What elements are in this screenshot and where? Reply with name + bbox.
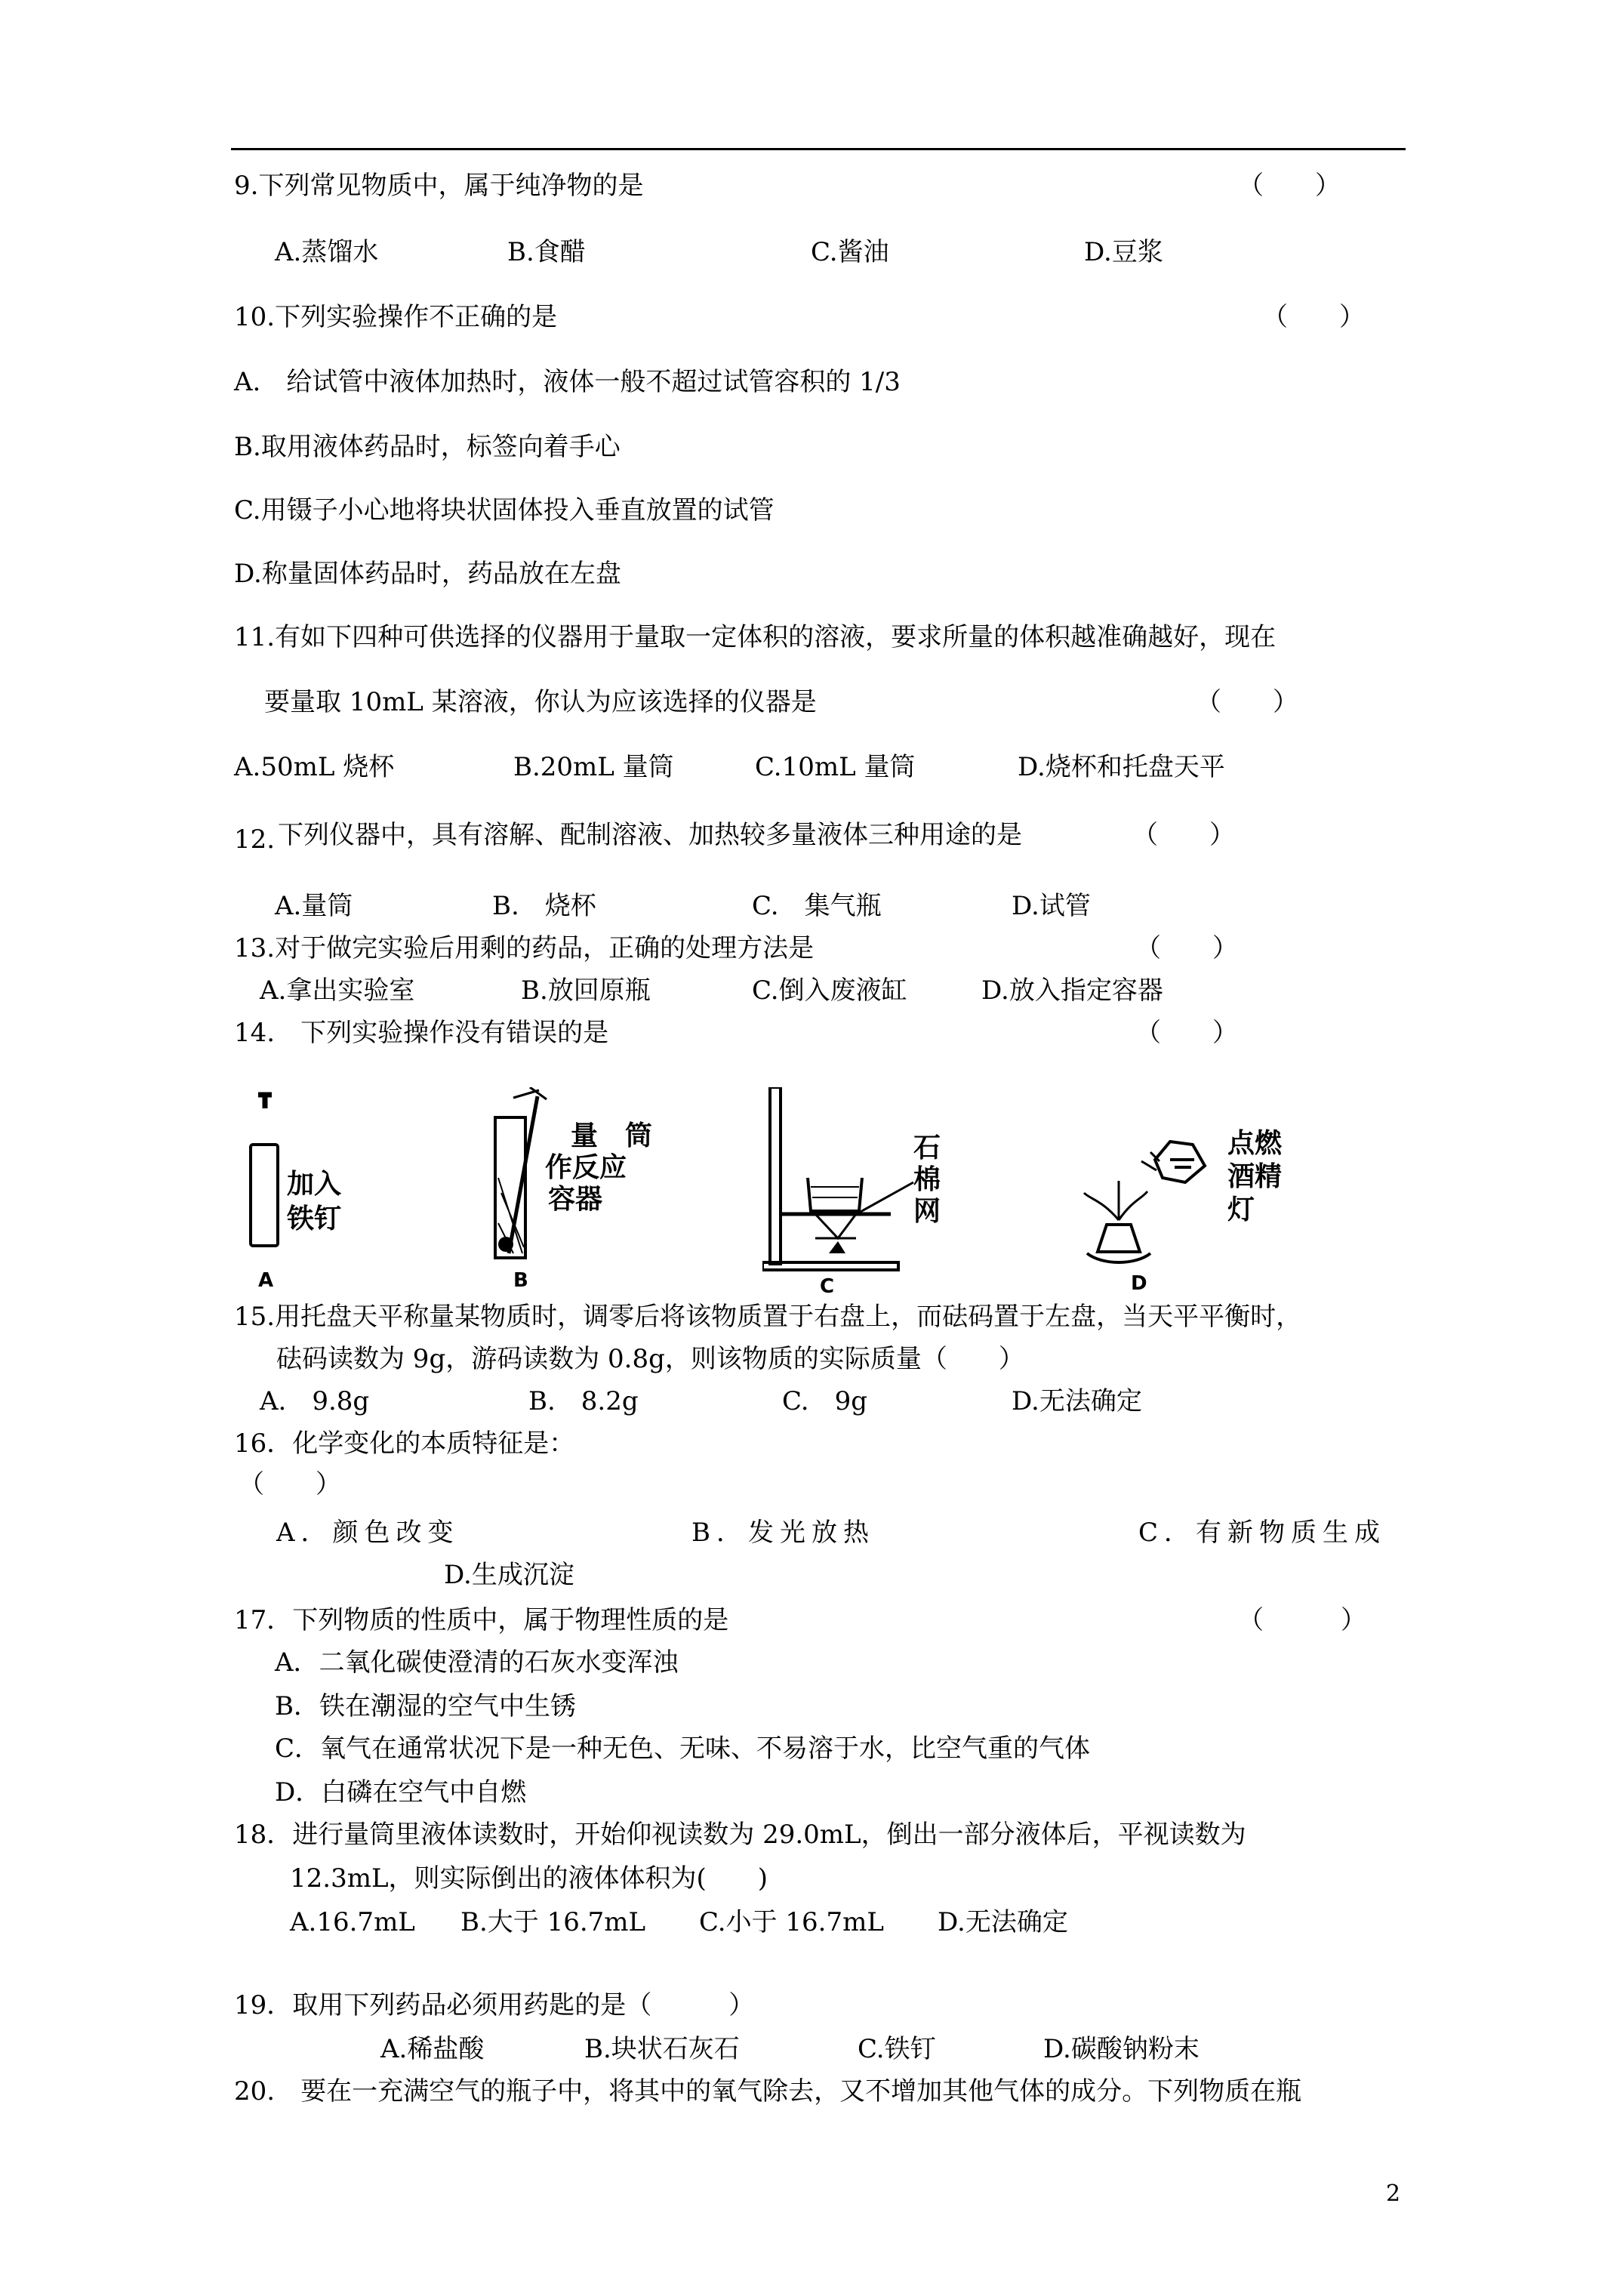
q15-option-a: A. 9.8g [260, 1386, 370, 1416]
q12-option-b: B. 烧杯 [492, 891, 596, 921]
alcohol-lamp-icon [1098, 1225, 1140, 1252]
q11-answer-paren: （ ） [1196, 687, 1298, 717]
q18-option-a: A.16.7mL [290, 1907, 415, 1937]
q18-stem-line1: 18．进行量筒里液体读数时，开始仰视读数为 29.0mL，倒出一部分液体后，平视读数为 [234, 1820, 1246, 1850]
q16-answer-paren: （ ） [239, 1469, 341, 1499]
q16-option-b: B．发光放热 [691, 1518, 875, 1548]
iron-nail-icon [258, 1095, 272, 1108]
q12-option-d: D.试管 [1012, 891, 1091, 921]
fig-a-text-1: 加入 [287, 1169, 342, 1200]
q16-option-a: A．颜色改变 [276, 1518, 460, 1548]
tripod-icon [815, 1214, 856, 1238]
q17-option-a: A．二氧化碳使澄清的石灰水变浑浊 [275, 1647, 679, 1678]
fig-c-label: C [820, 1275, 835, 1298]
q18-option-c: C.小于 16.7mL [699, 1907, 884, 1937]
q16-stem: 16．化学变化的本质特征是： [234, 1428, 575, 1459]
q11-option-a: A.50mL 烧杯 [234, 752, 395, 782]
q17-answer-paren: （ ） [1238, 1605, 1366, 1635]
q10-option-b: B.取用液体药品时，标签向着手心 [234, 432, 621, 462]
q12-answer-paren: （ ） [1132, 820, 1235, 850]
q13-option-d: D.放入指定容器 [981, 975, 1163, 1006]
q17-option-c: C．氧气在通常状况下是一种无色、无味、不易溶于水，比空气重的气体 [275, 1734, 1091, 1764]
header-rule [231, 148, 1406, 150]
q14-figure-d [1057, 1087, 1306, 1299]
second-lamp-icon [1155, 1142, 1205, 1182]
q10-option-d: D.称量固体药品时，药品放在左盘 [234, 559, 621, 589]
glass-rod-icon [509, 1096, 537, 1253]
q19-option-a: A.稀盐酸 [380, 2034, 485, 2064]
q19-option-c: C.铁钉 [858, 2034, 936, 2064]
fig-c-text-3: 网 [913, 1196, 941, 1227]
q10-stem: 10.下列实验操作不正确的是 [234, 302, 558, 332]
q19-stem: 19．取用下列药品必须用药匙的是（ ） [234, 1990, 755, 2020]
q13-stem: 13.对于做完实验后用剩的药品，正确的处理方法是 [234, 933, 815, 963]
fig-b-text-1: 量 筒 [571, 1120, 653, 1151]
fig-b-text-3: 容器 [548, 1184, 603, 1215]
q15-stem-line1: 15.用托盘天平称量某物质时，调零后将该物质置于右盘上，而砝码置于左盘，当天平平衡时， [234, 1302, 1302, 1332]
q10-option-c: C.用镊子小心地将块状固体投入垂直放置的试管 [234, 495, 775, 525]
q9-option-b: B.食醋 [507, 237, 586, 267]
q9-answer-paren: （ ） [1238, 171, 1341, 201]
q14-figure-a [242, 1087, 393, 1299]
q13-option-a: A.拿出实验室 [260, 975, 415, 1006]
q16-option-c: C．有新物质生成 [1138, 1518, 1387, 1548]
q13-option-b: B.放回原瓶 [521, 975, 651, 1006]
q17-option-b: B．铁在潮湿的空气中生锈 [275, 1691, 576, 1721]
q18-option-b: B.大于 16.7mL [460, 1907, 646, 1937]
q15-option-d: D.无法确定 [1012, 1386, 1142, 1416]
q18-option-d: D.无法确定 [938, 1907, 1068, 1937]
q10-answer-paren: （ ） [1262, 302, 1365, 332]
q12-option-c: C. 集气瓶 [752, 891, 882, 921]
q11-stem-line1: 11.有如下四种可供选择的仪器用于量取一定体积的溶液，要求所量的体积越准确越好，现在 [234, 622, 1277, 652]
q11-option-c: C.10mL 量筒 [755, 752, 916, 782]
beaker-icon [808, 1178, 862, 1211]
q9-stem: 9.下列常见物质中，属于纯净物的是 [234, 171, 644, 201]
q17-option-d: D．白磷在空气中自燃 [275, 1777, 527, 1808]
fig-d-text-1: 点燃 [1227, 1128, 1283, 1159]
q9-option-d: D.豆浆 [1084, 237, 1163, 267]
q14-answer-paren: （ ） [1135, 1018, 1238, 1048]
fig-d-text-3: 灯 [1227, 1194, 1255, 1225]
q13-answer-paren: （ ） [1135, 933, 1238, 963]
test-tube-icon [251, 1145, 278, 1246]
q19-option-d: D.碳酸钠粉末 [1043, 2034, 1200, 2064]
fig-c-text-1: 石 [913, 1133, 941, 1163]
q12-stem: 下列仪器中，具有溶解、配制溶液、加热较多量液体三种用途的是 [278, 820, 1022, 850]
page-number: 2 [1386, 2180, 1401, 2207]
q13-option-c: C.倒入废液缸 [752, 975, 907, 1006]
q9-option-a: A.蒸馏水 [275, 237, 379, 267]
q19-option-b: B.块状石灰石 [584, 2034, 740, 2064]
fig-b-text-2: 作反应 [545, 1152, 627, 1183]
alcohol-lamp-icon [829, 1241, 845, 1253]
q11-stem-line2: 要量取 10mL 某溶液，你认为应该选择的仪器是 [264, 687, 817, 717]
q18-stem-line2: 12.3mL，则实际倒出的液体体积为( ) [290, 1863, 768, 1894]
fig-d-text-2: 酒精 [1227, 1161, 1283, 1192]
q20-stem: 20. 要在一充满空气的瓶子中，将其中的氧气除去，又不增加其他气体的成分。下列物质在瓶 [234, 2076, 1302, 2106]
q14-stem: 14. 下列实验操作没有错误的是 [234, 1018, 609, 1048]
fig-d-label: D [1131, 1272, 1147, 1295]
q17-stem: 17．下列物质的性质中，属于物理性质的是 [234, 1605, 729, 1635]
fig-a-label: A [258, 1269, 274, 1292]
q16-option-d: D.生成沉淀 [444, 1560, 574, 1590]
fig-b-label: B [513, 1269, 528, 1292]
q12-number: 12. [234, 824, 276, 855]
q14-figure-c [762, 1087, 959, 1306]
q10-option-a: A. 给试管中液体加热时，液体一般不超过试管容积的 1/3 [234, 367, 901, 397]
fig-a-text-2: 铁钉 [287, 1203, 342, 1234]
q11-option-b: B.20mL 量筒 [513, 752, 674, 782]
flame-icon [1084, 1181, 1147, 1220]
iron-stand-icon [770, 1087, 781, 1264]
fig-c-text-2: 棉 [913, 1164, 941, 1195]
q15-option-b: B. 8.2g [528, 1386, 639, 1416]
q9-option-c: C.酱油 [811, 237, 889, 267]
q11-option-d: D.烧杯和托盘天平 [1018, 752, 1225, 782]
q14-figure-b [483, 1087, 664, 1299]
q15-option-c: C. 9g [782, 1386, 868, 1416]
q12-option-a: A.量筒 [275, 891, 353, 921]
q15-stem-line2: 砝码读数为 9g，游码读数为 0.8g，则该物质的实际质量（ ） [276, 1344, 1024, 1374]
